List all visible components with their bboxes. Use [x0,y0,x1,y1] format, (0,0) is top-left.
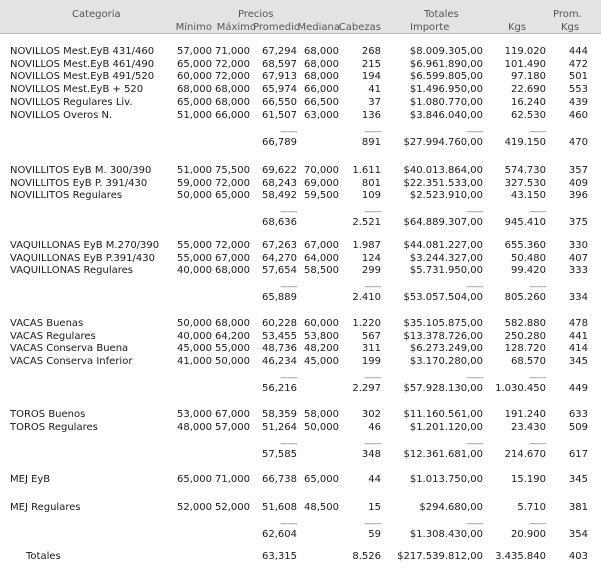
med-cell: 60,000 [304,318,339,329]
pk-cell: 444 [568,46,588,57]
cab-cell: 15 [368,502,381,513]
min-cell: 55,000 [177,240,212,251]
category-cell: VAQUILLONAS Regulares [10,265,134,276]
min-cell: 65,000 [177,59,212,70]
cab-cell: 109 [361,190,381,201]
cab-cell: 299 [361,265,381,276]
prom-cell: 69,622 [262,165,297,176]
kgs-cell: 43.150 [511,190,546,201]
med-cell: 67,000 [304,240,339,251]
min-cell: 45,000 [177,343,212,354]
pk-cell: 333 [568,265,588,276]
imp-cell: $44.081.227,00 [403,240,483,251]
grand-total-cab: 8.526 [352,551,381,562]
subtotal-separator: ------- [280,282,297,291]
cab-cell: 199 [361,356,381,367]
imp-cell: $1.201.120,00 [409,422,483,433]
category-cell: TOROS Regulares [10,422,98,433]
subtotal-prom: 62,604 [262,529,297,540]
pk-cell: 414 [568,343,588,354]
imp-cell: $40.013.864,00 [403,165,483,176]
prom-cell: 64,270 [262,253,297,264]
cab-cell: 44 [368,474,381,485]
subtotal-imp: $12.361.681,00 [403,449,483,460]
imp-cell: $5.731.950,00 [409,265,483,276]
pk-cell: 409 [568,178,588,189]
med-cell: 58,500 [304,265,339,276]
prom-cell: 67,294 [262,46,297,57]
category-cell: NOVILLOS Mest.EyB + 520 [10,84,144,95]
subtotal-imp: $53.057.504,00 [403,292,483,303]
prom-cell: 68,597 [262,59,297,70]
prom-cell: 67,263 [262,240,297,251]
header-categoria: Categoria [72,9,121,20]
cab-cell: 1.611 [352,165,381,176]
min-cell: 48,000 [177,422,212,433]
subtotal-imp: $27.994.760,00 [403,137,483,148]
med-cell: 63,000 [304,110,339,121]
max-cell: 66,000 [215,110,250,121]
imp-cell: $2.523.910,00 [409,190,483,201]
med-cell: 70,000 [304,165,339,176]
prom-cell: 48,736 [262,343,297,354]
kgs-cell: 128.720 [504,343,546,354]
grand-total-kgs: 3.435.840 [495,551,546,562]
prom-cell: 65,974 [262,84,297,95]
subtotal-prom: 66,789 [262,137,297,148]
category-cell: NOVILLOS Regulares Liv. [10,97,133,108]
pk-cell: 460 [568,110,588,121]
subtotal-separator: ------- [529,519,546,528]
category-cell: VACAS Regulares [10,331,96,342]
imp-cell: $294.680,00 [419,502,483,513]
cab-cell: 46 [368,422,381,433]
pk-cell: 509 [568,422,588,433]
imp-cell: $6.599.805,00 [409,71,483,82]
grand-total-imp: $217.539.812,00 [397,551,483,562]
max-cell: 75,500 [215,165,250,176]
med-cell: 68,000 [304,59,339,70]
subtotal-separator: ------- [529,373,546,382]
subtotal-pk: 449 [568,383,588,394]
subtotal-cab: 59 [368,529,381,540]
min-cell: 51,000 [177,165,212,176]
kgs-cell: 62.530 [511,110,546,121]
category-cell: NOVILLITOS Regulares [10,190,123,201]
category-cell: NOVILLOS Mest.EyB 461/490 [10,59,155,70]
cab-cell: 311 [361,343,381,354]
cab-cell: 194 [361,71,381,82]
pk-cell: 407 [568,253,588,264]
cab-cell: 37 [368,97,381,108]
header-importe: Importe [410,22,450,33]
subtotal-separator: ------- [529,439,546,448]
subtotal-separator: ------- [529,282,546,291]
grand-total-prom: 63,315 [262,551,297,562]
subtotal-separator: ------- [529,207,546,216]
kgs-cell: 97.180 [511,71,546,82]
imp-cell: $35.105.875,00 [403,318,483,329]
imp-cell: $22.351.533,00 [403,178,483,189]
max-cell: 68,000 [215,84,250,95]
pk-cell: 472 [568,59,588,70]
subtotal-imp: $64.889.307,00 [403,217,483,228]
category-cell: MEJ EyB [10,474,51,485]
category-cell: VAQUILLONAS EyB P.391/430 [10,253,155,264]
subtotal-cab: 2.521 [352,217,381,228]
subtotal-separator: ------- [466,207,483,216]
prom-cell: 68,243 [262,178,297,189]
kgs-cell: 327.530 [504,178,546,189]
imp-cell: $13.378.726,00 [403,331,483,342]
kgs-cell: 22.690 [511,84,546,95]
cab-cell: 124 [361,253,381,264]
pk-cell: 381 [568,502,588,513]
min-cell: 57,000 [177,46,212,57]
subtotal-separator: ------- [466,439,483,448]
subtotal-separator: ------- [364,282,381,291]
cab-cell: 1.220 [352,318,381,329]
subtotal-separator: ------- [364,519,381,528]
pk-cell: 396 [568,190,588,201]
subtotal-kgs: 20.900 [511,529,546,540]
kgs-cell: 5.710 [517,502,546,513]
header-prom: Prom. [553,9,582,20]
cab-cell: 41 [368,84,381,95]
max-cell: 71,000 [215,474,250,485]
header-cabezas: Cabezas [338,22,381,33]
kgs-cell: 655.360 [504,240,546,251]
cab-cell: 567 [361,331,381,342]
max-cell: 71,000 [215,46,250,57]
max-cell: 55,000 [215,343,250,354]
cab-cell: 801 [361,178,381,189]
min-cell: 59,000 [177,178,212,189]
prom-cell: 53,455 [262,331,297,342]
kgs-cell: 574.730 [504,165,546,176]
kgs-cell: 68.570 [511,356,546,367]
pk-cell: 439 [568,97,588,108]
med-cell: 58,000 [304,409,339,420]
min-cell: 40,000 [177,331,212,342]
subtotal-separator: ------- [364,439,381,448]
imp-cell: $8.009.305,00 [409,46,483,57]
imp-cell: $11.160.561,00 [403,409,483,420]
imp-cell: $6.961.890,00 [409,59,483,70]
max-cell: 64,200 [215,331,250,342]
subtotal-separator: ------- [529,127,546,136]
pk-cell: 441 [568,331,588,342]
category-cell: MEJ Regulares [10,502,81,513]
subtotal-prom: 68,636 [262,217,297,228]
min-cell: 41,000 [177,356,212,367]
min-cell: 50,000 [177,318,212,329]
pk-cell: 478 [568,318,588,329]
subtotal-cab: 891 [361,137,381,148]
subtotal-imp: $1.308.430,00 [409,529,483,540]
med-cell: 59,500 [304,190,339,201]
max-cell: 72,000 [215,59,250,70]
subtotal-kgs: 945.410 [504,217,546,228]
max-cell: 72,000 [215,178,250,189]
max-cell: 67,000 [215,409,250,420]
kgs-cell: 191.240 [504,409,546,420]
pk-cell: 345 [568,474,588,485]
subtotal-separator: ------- [280,207,297,216]
max-cell: 68,000 [215,318,250,329]
min-cell: 50,000 [177,190,212,201]
category-cell: NOVILLOS Mest.EyB 491/520 [10,71,155,82]
subtotal-prom: 57,585 [262,449,297,460]
min-cell: 60,000 [177,71,212,82]
subtotal-separator: ------- [364,373,381,382]
min-cell: 55,000 [177,253,212,264]
max-cell: 67,000 [215,253,250,264]
category-cell: NOVILLOS Overos N. [10,110,113,121]
category-cell: NOVILLOS Mest.EyB 431/460 [10,46,155,57]
header-mediana: Mediana [297,22,340,33]
cab-cell: 215 [361,59,381,70]
imp-cell: $6.273.249,00 [409,343,483,354]
med-cell: 45,000 [304,356,339,367]
min-cell: 51,000 [177,110,212,121]
kgs-cell: 250.280 [504,331,546,342]
category-cell: NOVILLITOS EyB M. 300/390 [10,165,152,176]
imp-cell: $1.496.950,00 [409,84,483,95]
min-cell: 40,000 [177,265,212,276]
imp-cell: $3.244.327,00 [409,253,483,264]
subtotal-pk: 375 [568,217,588,228]
subtotal-kgs: 1.030.450 [495,383,546,394]
max-cell: 50,000 [215,356,250,367]
subtotal-kgs: 419.150 [504,137,546,148]
category-cell: TOROS Buenos [10,409,86,420]
category-cell: NOVILLITOS EyB P. 391/430 [10,178,148,189]
cab-cell: 268 [361,46,381,57]
category-cell: VACAS Conserva Inferior [10,356,133,367]
med-cell: 69,000 [304,178,339,189]
prom-cell: 66,738 [262,474,297,485]
subtotal-pk: 334 [568,292,588,303]
min-cell: 53,000 [177,409,212,420]
prom-cell: 51,264 [262,422,297,433]
header-minimo: Mínimo [175,22,212,33]
subtotal-cab: 2.297 [352,383,381,394]
med-cell: 50,000 [304,422,339,433]
subtotal-kgs: 214.670 [504,449,546,460]
subtotal-separator: ------- [466,282,483,291]
prom-cell: 58,492 [262,190,297,201]
cab-cell: 302 [361,409,381,420]
pk-cell: 357 [568,165,588,176]
subtotal-separator: ------- [364,127,381,136]
prom-cell: 67,913 [262,71,297,82]
prom-cell: 51,608 [262,502,297,513]
pk-cell: 345 [568,356,588,367]
min-cell: 52,000 [177,502,212,513]
pk-cell: 553 [568,84,588,95]
subtotal-separator: ------- [466,373,483,382]
med-cell: 68,000 [304,71,339,82]
header-prom-kgs: Kgs [561,22,580,33]
imp-cell: $3.170.280,00 [409,356,483,367]
subtotal-pk: 617 [568,449,588,460]
kgs-cell: 119.020 [504,46,546,57]
prom-cell: 58,359 [262,409,297,420]
cab-cell: 136 [361,110,381,121]
subtotal-pk: 354 [568,529,588,540]
max-cell: 72,000 [215,240,250,251]
subtotal-cab: 348 [361,449,381,460]
grand-total-pk: 403 [568,551,588,562]
category-cell: VACAS Conserva Buena [10,343,129,354]
min-cell: 65,000 [177,474,212,485]
med-cell: 48,500 [304,502,339,513]
max-cell: 57,000 [215,422,250,433]
subtotal-cab: 2.410 [352,292,381,303]
prom-cell: 61,507 [262,110,297,121]
max-cell: 72,000 [215,71,250,82]
med-cell: 48,200 [304,343,339,354]
header-precios: Precios [238,9,274,20]
subtotal-pk: 470 [568,137,588,148]
med-cell: 66,500 [304,97,339,108]
med-cell: 65,000 [304,474,339,485]
header-totales: Totales [424,9,459,20]
max-cell: 68,000 [215,265,250,276]
pk-cell: 501 [568,71,588,82]
kgs-cell: 16.240 [511,97,546,108]
kgs-cell: 50.480 [511,253,546,264]
min-cell: 68,000 [177,84,212,95]
kgs-cell: 23.430 [511,422,546,433]
pk-cell: 330 [568,240,588,251]
cab-cell: 1.987 [352,240,381,251]
subtotal-separator: ------- [466,127,483,136]
subtotal-kgs: 805.260 [504,292,546,303]
prom-cell: 46,234 [262,356,297,367]
header-kgs: Kgs [508,22,527,33]
category-cell: VAQUILLONAS EyB M.270/390 [10,240,160,251]
kgs-cell: 101.490 [504,59,546,70]
imp-cell: $1.080.770,00 [409,97,483,108]
subtotal-separator: ------- [466,519,483,528]
med-cell: 64,000 [304,253,339,264]
med-cell: 68,000 [304,46,339,57]
med-cell: 53,800 [304,331,339,342]
subtotal-prom: 65,889 [262,292,297,303]
subtotal-imp: $57.928.130,00 [403,383,483,394]
category-cell: VACAS Buenas [10,318,84,329]
subtotal-separator: ------- [280,519,297,528]
subtotal-separator: ------- [280,439,297,448]
kgs-cell: 99.420 [511,265,546,276]
header-maximo: Máximo [216,22,256,33]
header-promedio: Promedio [252,22,300,33]
kgs-cell: 582.880 [504,318,546,329]
pk-cell: 633 [568,409,588,420]
subtotal-separator: ------- [364,207,381,216]
imp-cell: $3.846.040,00 [409,110,483,121]
prom-cell: 57,654 [262,265,297,276]
max-cell: 65,000 [215,190,250,201]
min-cell: 65,000 [177,97,212,108]
subtotal-separator: ------- [280,373,297,382]
kgs-cell: 15.190 [511,474,546,485]
max-cell: 52,000 [215,502,250,513]
subtotal-prom: 56,216 [262,383,297,394]
subtotal-separator: ------- [280,127,297,136]
grand-total-label: Totales [26,551,61,562]
med-cell: 66,000 [304,84,339,95]
prom-cell: 60,228 [262,318,297,329]
imp-cell: $1.013.750,00 [409,474,483,485]
prom-cell: 66,550 [262,97,297,108]
max-cell: 68,000 [215,97,250,108]
